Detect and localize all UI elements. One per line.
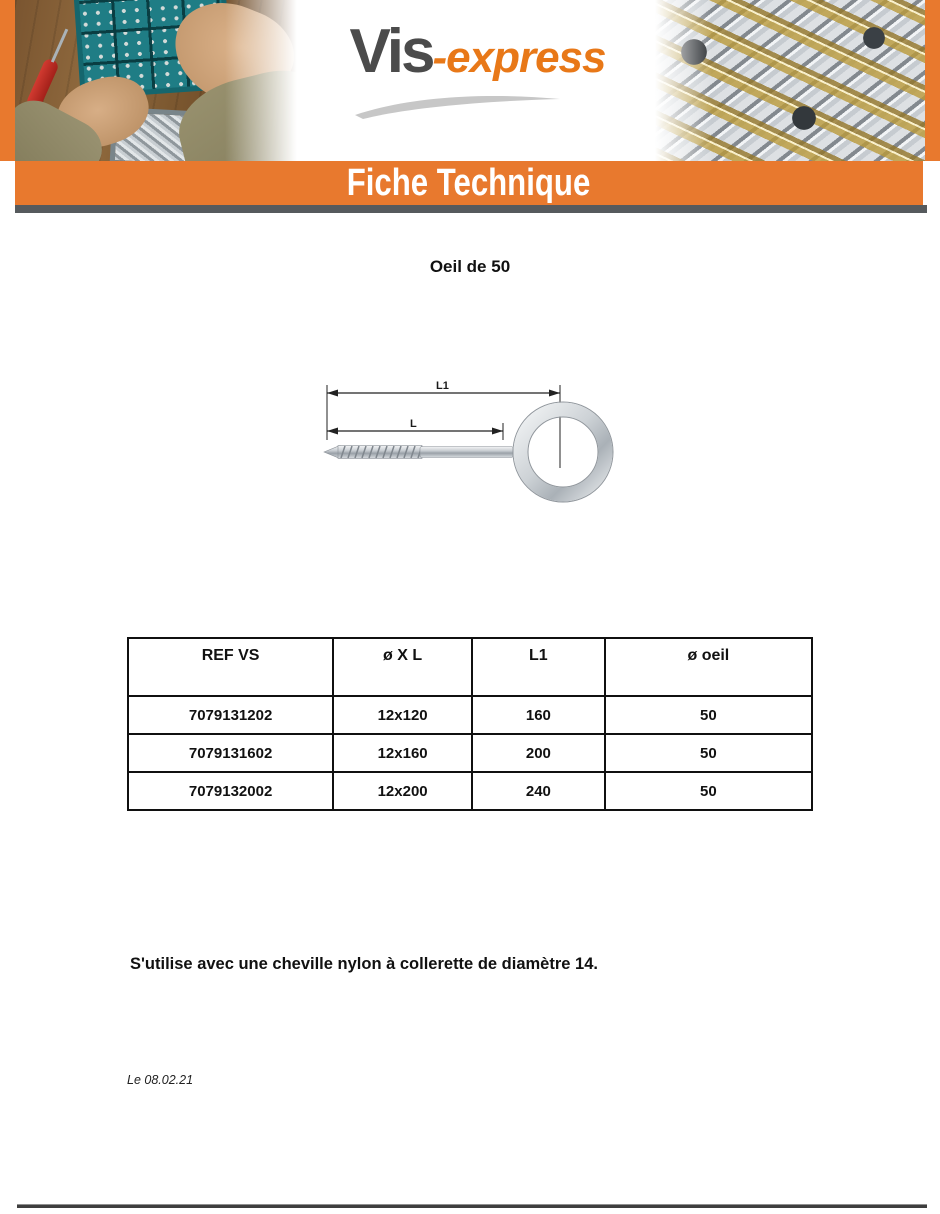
col-header-l1: L1 bbox=[472, 638, 605, 696]
cell-dxl: 12x120 bbox=[333, 696, 472, 734]
table-row bbox=[128, 734, 812, 772]
cell-dxl: 12x160 bbox=[333, 734, 472, 772]
dim-label-l1: L1 bbox=[436, 380, 449, 392]
table-row bbox=[128, 772, 812, 810]
screw-pile-photo bbox=[652, 0, 925, 161]
col-header-eye-diameter: ø oeil bbox=[605, 638, 812, 696]
page-header bbox=[0, 0, 940, 161]
logo-text-secondary: -express bbox=[432, 33, 606, 82]
cell-ref: 7079131202 bbox=[128, 696, 333, 734]
cell-l1: 200 bbox=[472, 734, 605, 772]
table-row bbox=[128, 696, 812, 734]
technical-drawing bbox=[300, 362, 650, 527]
left-orange-strip bbox=[0, 0, 15, 161]
brand-logo bbox=[303, 16, 652, 87]
cell-eye-diameter: 50 bbox=[605, 734, 812, 772]
cell-l1: 240 bbox=[472, 772, 605, 810]
cell-eye-diameter: 50 bbox=[605, 772, 812, 810]
cell-l1: 160 bbox=[472, 696, 605, 734]
right-orange-strip bbox=[925, 0, 940, 161]
cell-ref: 7079131602 bbox=[128, 734, 333, 772]
logo-area bbox=[303, 0, 652, 161]
logo-text-primary: Vis bbox=[349, 17, 433, 86]
photo-fade bbox=[225, 0, 303, 161]
col-header-dxl: ø X L bbox=[333, 638, 472, 696]
product-title: Oeil de 50 bbox=[429, 257, 511, 276]
photo-fade bbox=[652, 0, 712, 161]
spec-table bbox=[127, 637, 813, 811]
cell-dxl: 12x200 bbox=[333, 772, 472, 810]
workbench-photo bbox=[15, 0, 303, 161]
spec-table-container bbox=[127, 637, 813, 811]
cell-ref: 7079132002 bbox=[128, 772, 333, 810]
banner-title: Fiche Technique bbox=[347, 162, 591, 204]
banner-underline bbox=[15, 205, 927, 213]
col-header-ref: REF VS bbox=[128, 638, 333, 696]
eye-screw-diagram bbox=[300, 362, 650, 527]
dim-label-l: L bbox=[410, 418, 417, 430]
table-header-row bbox=[128, 638, 812, 696]
banner bbox=[15, 161, 923, 205]
cell-eye-diameter: 50 bbox=[605, 696, 812, 734]
usage-note: S'utilise avec une cheville nylon à collerette de diamètre 14. bbox=[130, 955, 598, 973]
footer-rule bbox=[17, 1204, 927, 1208]
document-date: Le 08.02.21 bbox=[127, 1073, 194, 1087]
logo-swoosh-icon bbox=[353, 92, 563, 120]
